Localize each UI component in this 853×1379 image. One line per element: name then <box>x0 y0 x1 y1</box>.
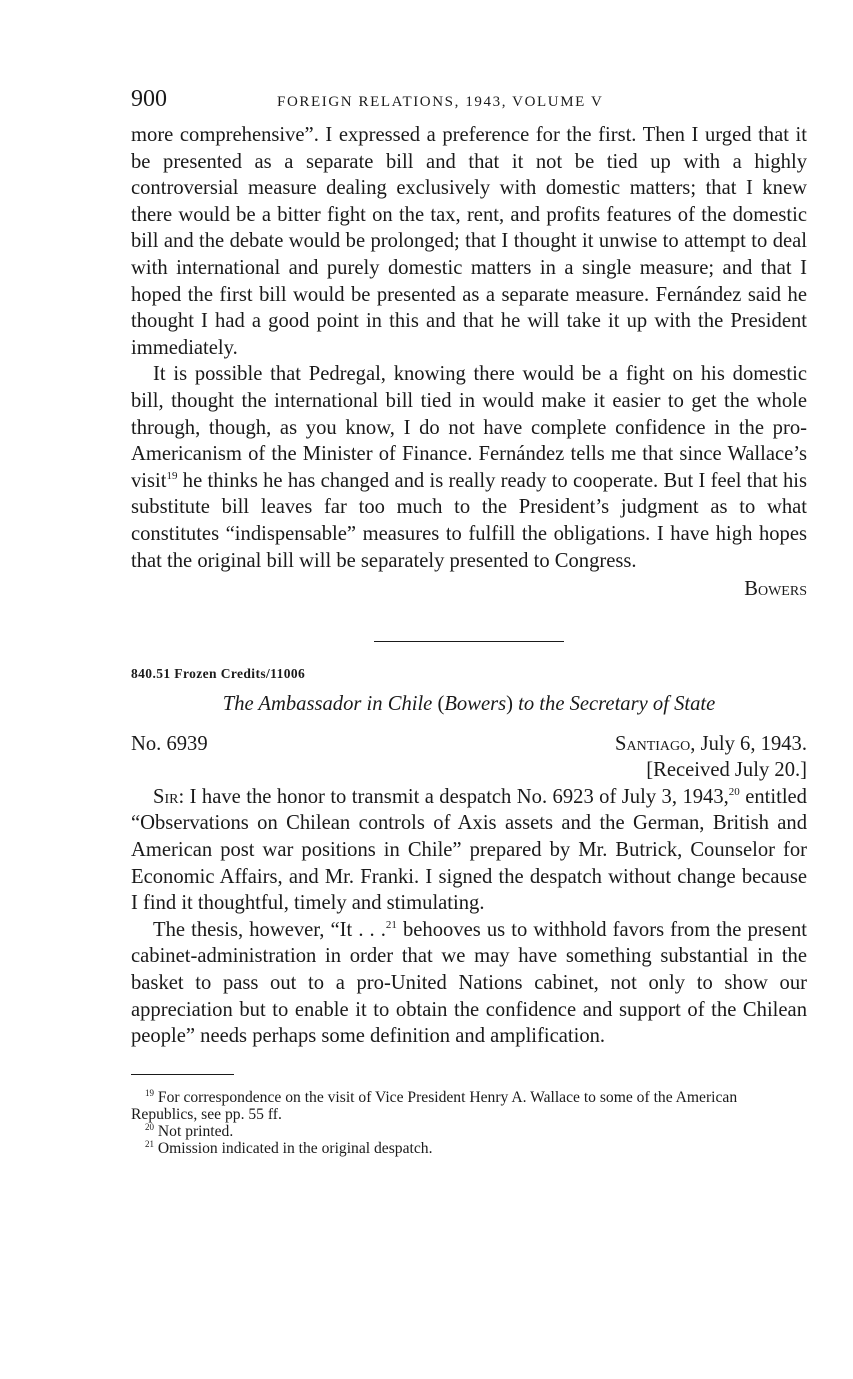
paragraph-text: The thesis, however, “It . . . <box>153 918 386 941</box>
salutation: Sir <box>153 785 179 808</box>
footnote-ref-19: 19 <box>166 469 178 482</box>
footnote-marker: 19 <box>145 1087 154 1098</box>
despatch-paragraph-2 <box>131 917 807 1050</box>
running-head: FOREIGN RELATIONS, 1943, VOLUME V <box>277 94 604 110</box>
place-date <box>615 731 807 758</box>
paragraph-text: he thinks he has changed and is really ready to cooperate. But I feel that his substitute bill leaves far too much to the President’s judgment as to what constitutes “indispensable” measures to fulfill the obligations. I have high hopes that the original bill will be separately presented to Congress. <box>131 469 807 572</box>
despatch-paragraph-1 <box>131 784 807 917</box>
paragraph-text: It is possible that Pedregal, knowing there would be a fight on his domestic bill, thought the international bill tied in would make it easier to get the whole through, though, as you know, I do not have complete confidence in the pro-Americanism of the Minister of Finance. Fernández tells me that since Wallace’s visit <box>131 363 807 492</box>
dateline <box>131 731 807 758</box>
paragraph-text: : I have the honor to transmit a despatch No. 6923 of July 3, 1943, <box>178 785 729 808</box>
footnote-marker: 21 <box>145 1138 154 1149</box>
footnote-20 <box>131 1123 807 1140</box>
page-number: 900 <box>131 86 167 112</box>
footnote-ref-21: 21 <box>385 918 397 931</box>
footnotes <box>131 1089 807 1157</box>
received-date: [Received July 20.] <box>646 759 807 782</box>
page-header <box>131 86 807 120</box>
title-text: to the Secretary of State <box>512 692 716 715</box>
paragraph-text: entitled “Observations on Chilean controls of Axis assets and the German, British and American post war positions in Chile” prepared by Mr. Butrick, Counselor for Economic Affairs, and Mr. Franki. I signed the despatch without change because I find it thoughtful, timely and stimulating. <box>131 785 807 915</box>
paragraph-text: behooves us to withhold favors from the present cabinet-administration in order that we may have something substantial in the basket to pass out to a pro-United Nations cabinet, not only to show our appreciation but to enable it to obtain the confidence and support of the Chilean people” needs perhaps some definition and amplification. <box>131 918 807 1048</box>
continued-paragraph-1: more comprehensive”. I expressed a preference for the first. Then I urged that it be presented as a separate bill and that it not be tied up with a highly controversial measure dealing exclusively with domestic matters; that I knew there would be a bitter fight on the tax, rent, and profits features of the domestic bill and the debate would be prolonged; that I thought it unwise to attempt to deal with international and purely domestic matters in a single measure; and that I hoped the first bill would be presented as a separate measure. Fernández said he thought I had a good point in this and that he will take it up with the President immediately. <box>131 124 807 359</box>
footnote-21 <box>131 1140 807 1157</box>
footnote-text: Omission indicated in the original despatch. <box>154 1139 433 1157</box>
footnote-rule <box>131 1074 234 1075</box>
signature-bowers: Bowers <box>744 578 807 601</box>
document-page <box>131 86 807 1157</box>
despatch-number: No. 6939 <box>131 732 208 755</box>
footnote-19 <box>131 1089 807 1123</box>
footnote-text: Not printed. <box>154 1122 234 1140</box>
file-reference: 840.51 Frozen Credits/11006 <box>131 665 306 681</box>
document-title <box>131 691 807 717</box>
title-paren-open: ( <box>437 692 445 715</box>
title-text: The Ambassador in Chile <box>222 692 438 715</box>
place: Santiago <box>615 732 691 755</box>
date: , July 6, 1943. <box>690 732 807 755</box>
footnote-ref-20: 20 <box>728 785 740 798</box>
continued-paragraph-2 <box>131 361 807 574</box>
footnote-marker: 20 <box>145 1121 154 1132</box>
title-name: Bowers <box>444 692 507 715</box>
section-divider <box>374 641 564 642</box>
footnote-text: For correspondence on the visit of Vice President Henry A. Wallace to some of the American Republics, see pp. 55 ff. <box>131 1088 738 1123</box>
title-paren-close: ) <box>506 692 513 715</box>
